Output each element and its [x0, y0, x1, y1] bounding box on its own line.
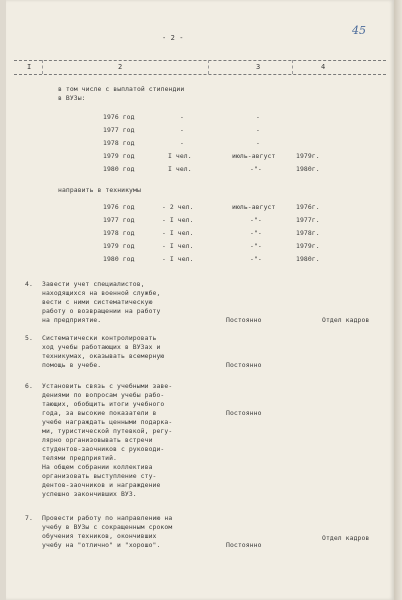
row-year2: 1976г.: [296, 203, 320, 211]
item-line: лярно организовывать встречи: [42, 436, 153, 444]
item-responsible: Отдел кадров: [322, 534, 370, 542]
col-header-2: 2: [118, 63, 123, 71]
item-line: на предприятие.: [42, 316, 102, 324]
item-line: ми, туристической путевкой, регу-: [42, 427, 173, 435]
item-number: 7.: [25, 514, 33, 522]
item-line: Провести работу по направлению на: [42, 514, 173, 522]
item-line: Систематически контролировать: [42, 334, 157, 342]
row-year2: 1980г.: [296, 255, 320, 263]
row-period: -"-: [250, 255, 262, 263]
row-period: -: [256, 126, 260, 134]
item-line: дениями по вопросам учебы рабо-: [42, 391, 165, 399]
item-responsible: Отдел кадров: [322, 316, 370, 324]
item-line: года, за высокие показатели в: [42, 409, 157, 417]
row-period: -: [256, 139, 260, 147]
row-year: 1976 год: [103, 203, 135, 211]
row-period: -"-: [250, 165, 262, 173]
row-count: -: [180, 126, 184, 134]
row-year: 1979 год: [103, 242, 135, 250]
row-year2: 1979г.: [296, 242, 320, 250]
row-year2: 1978г.: [296, 229, 320, 237]
item-number: 4.: [25, 280, 33, 288]
item-line: организовать выступление сту-: [42, 472, 157, 480]
item-line: находящихся на военной службе,: [42, 289, 161, 297]
handwritten-page-number: 45: [352, 24, 366, 37]
item-line: Завести учет специалистов,: [42, 280, 145, 288]
row-year: 1978 год: [103, 139, 135, 147]
item-line: студентов-заочников с руководи-: [42, 445, 165, 453]
row-count: - I чел.: [162, 216, 194, 224]
col-header-1: I: [27, 63, 32, 71]
item-line: тающих, обобщить итоги учебного: [42, 400, 165, 408]
item-line: учебе награждать ценными подарка-: [42, 418, 173, 426]
row-period: -"-: [250, 229, 262, 237]
row-period: -"-: [250, 242, 262, 250]
row-year: 1976 год: [103, 113, 135, 121]
row-period: июль-август: [232, 203, 276, 211]
item-number: 6.: [25, 382, 33, 390]
row-period: -"-: [250, 216, 262, 224]
item-term: Постоянно: [226, 541, 262, 549]
item-term: Постоянно: [226, 316, 262, 324]
row-count: I чел.: [168, 165, 192, 173]
col-divider: [42, 60, 43, 74]
row-count: -: [180, 139, 184, 147]
item-line: Установить связь с учебными заве-: [42, 382, 173, 390]
col-header-3: 3: [256, 63, 261, 71]
item-line: телями предприятий.: [42, 454, 118, 462]
row-count: -: [180, 113, 184, 121]
row-period: июль-август: [232, 152, 276, 160]
item-line: учебу на "отлично" и "хорошо".: [42, 541, 161, 549]
row-count: - 2 чел.: [162, 203, 194, 211]
item-line: ход учебы работающих в ВУЗах и: [42, 343, 161, 351]
row-count: - I чел.: [162, 255, 194, 263]
item-line: успешно закончивших ВУЗ.: [42, 490, 137, 498]
item-line: На общем собрании коллектива: [42, 463, 153, 471]
row-year: 1977 год: [103, 126, 135, 134]
row-year: 1977 год: [103, 216, 135, 224]
row-year2: 1980г.: [296, 165, 320, 173]
row-year2: 1979г.: [296, 152, 320, 160]
item-line: техникумах, оказывать всемерную: [42, 352, 165, 360]
item-line: помощь в учебе.: [42, 361, 102, 369]
header-rule-top: [14, 60, 386, 61]
item-term: Постоянно: [226, 409, 262, 417]
page-edge: [394, 0, 402, 600]
intro-line: в том числе с выплатой стипендии: [58, 85, 185, 93]
col-header-4: 4: [321, 63, 326, 71]
item-line: обучения техников, окончивших: [42, 532, 157, 540]
row-count: - I чел.: [162, 242, 194, 250]
item-line: учебу в ВУЗы с сокращенным сроком: [42, 523, 173, 531]
intro-line: в ВУЗы:: [58, 94, 86, 102]
item-line: работу о возвращении на работу: [42, 307, 161, 315]
row-year: 1980 год: [103, 255, 135, 263]
page-number: - 2 -: [162, 34, 184, 42]
col-divider: [208, 60, 209, 74]
row-period: -: [256, 113, 260, 121]
tech-heading: направить в техникумы: [58, 186, 141, 194]
row-count: I чел.: [168, 152, 192, 160]
row-year2: 1977г.: [296, 216, 320, 224]
item-line: вести с ними систематическую: [42, 298, 153, 306]
item-line: дентов-заочников и награждение: [42, 481, 161, 489]
col-divider: [292, 60, 293, 74]
header-rule-bottom: [14, 74, 386, 75]
row-year: 1979 год: [103, 152, 135, 160]
row-year: 1980 год: [103, 165, 135, 173]
row-year: 1978 год: [103, 229, 135, 237]
row-count: - I чел.: [162, 229, 194, 237]
item-term: Постоянно: [226, 361, 262, 369]
item-number: 5.: [25, 334, 33, 342]
